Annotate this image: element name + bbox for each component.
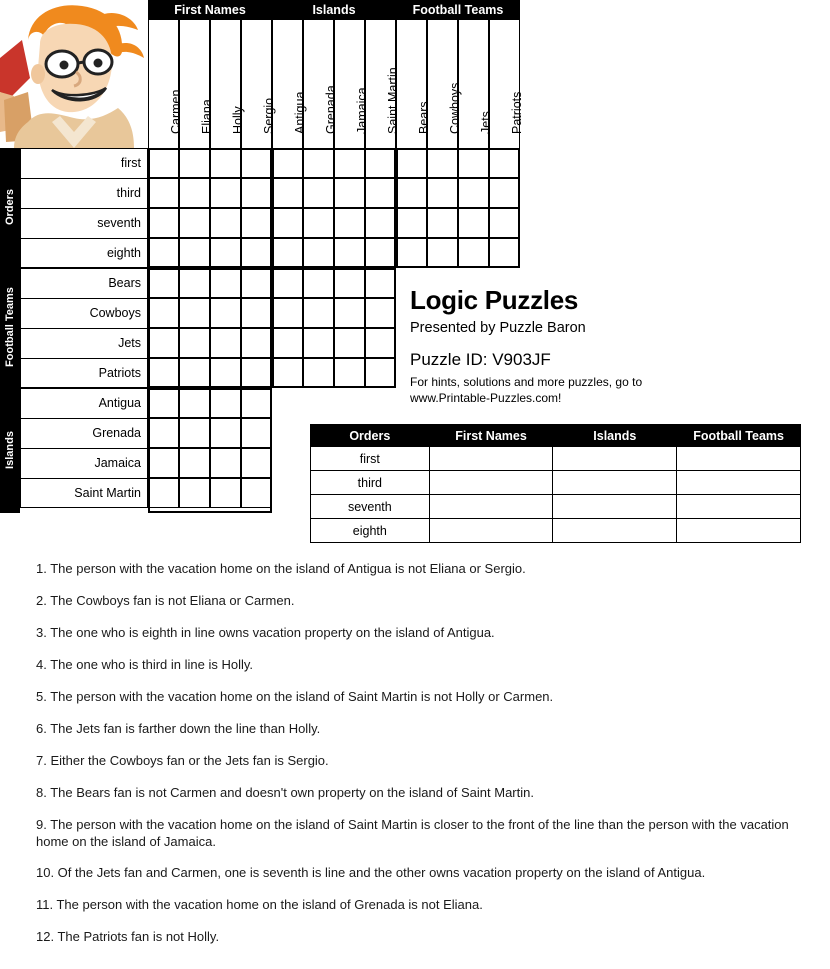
grid-cell-r0-c4[interactable] <box>272 148 303 178</box>
row-label-eighth <box>20 238 148 268</box>
grid-cell-r1-c7[interactable] <box>365 178 396 208</box>
column-label-antigua <box>272 20 307 148</box>
grid-cell-r5-c4[interactable] <box>272 298 303 328</box>
column-label-sergio <box>241 20 276 148</box>
row-label-text: seventh <box>97 216 141 230</box>
answer-firstname-input[interactable] <box>429 471 553 495</box>
column-label-saint-martin <box>365 20 400 148</box>
side-category-label: Islands <box>4 430 16 469</box>
row-label-jamaica <box>20 448 148 478</box>
column-label-jamaica <box>334 20 369 148</box>
column-label-patriots <box>489 20 524 148</box>
grid-cell-r3-c2[interactable] <box>210 238 241 268</box>
column-label-carmen <box>148 20 183 148</box>
column-label-text: Cowboys <box>448 82 462 134</box>
grid-cell-r5-c7[interactable] <box>365 298 396 328</box>
row-label-third <box>20 178 148 208</box>
mascot-icon <box>0 0 148 148</box>
grid-cell-r2-c9[interactable] <box>427 208 458 238</box>
grid-cell-r0-c3[interactable] <box>241 148 272 178</box>
grid-cell-r7-c2[interactable] <box>210 358 241 388</box>
column-label-text: Jets <box>479 111 493 134</box>
clue-item: 12. The Patriots fan is not Holly. <box>36 929 220 944</box>
hints-url: www.Printable-Puzzles.com! <box>410 391 562 405</box>
answer-header-football-teams: Football Teams <box>677 425 801 447</box>
grid-cell-r2-c1[interactable] <box>179 208 210 238</box>
answer-island-input[interactable] <box>553 519 677 543</box>
clue-item: 4. The one who is third in line is Holly. <box>36 657 254 672</box>
answer-order-eighth: eighth <box>311 519 430 543</box>
clue-item: 11. The person with the vacation home on the island of Grenada is not Eliana. <box>36 897 483 912</box>
grid-cell-r3-c3[interactable] <box>241 238 272 268</box>
grid-cell-r3-c5[interactable] <box>303 238 334 268</box>
grid-cell-r1-c11[interactable] <box>489 178 520 208</box>
title-block <box>410 285 810 406</box>
grid-cell-r6-c2[interactable] <box>210 328 241 358</box>
row-label-text: Grenada <box>92 426 141 440</box>
answer-island-input[interactable] <box>553 471 677 495</box>
grid-cell-r2-c3[interactable] <box>241 208 272 238</box>
row-label-text: eighth <box>106 246 141 260</box>
grid-cell-r0-c6[interactable] <box>334 148 365 178</box>
grid-cell-r10-c2[interactable] <box>210 448 241 478</box>
grid-cell-r2-c0[interactable] <box>148 208 179 238</box>
side-category-football-teams <box>0 268 20 388</box>
column-label-text: Patriots <box>510 91 524 134</box>
grid-cell-r8-c0[interactable] <box>148 388 179 418</box>
grid-cell-r5-c6[interactable] <box>334 298 365 328</box>
answer-firstname-input[interactable] <box>429 447 553 471</box>
grid-cell-r6-c7[interactable] <box>365 328 396 358</box>
column-label-text: Saint Martin <box>386 67 400 134</box>
grid-cell-r0-c0[interactable] <box>148 148 179 178</box>
answer-team-input[interactable] <box>677 471 801 495</box>
hints-text: For hints, solutions and more puzzles, go to <box>410 375 643 389</box>
grid-cell-r2-c2[interactable] <box>210 208 241 238</box>
mascot-illustration <box>0 0 148 148</box>
grid-cell-r9-c1[interactable] <box>179 418 210 448</box>
grid-cell-r4-c4[interactable] <box>272 268 303 298</box>
answer-team-input[interactable] <box>677 519 801 543</box>
side-category-label: Football Teams <box>4 287 16 367</box>
grid-cell-r4-c2[interactable] <box>210 268 241 298</box>
grid-cell-r7-c4[interactable] <box>272 358 303 388</box>
column-label-text: Bears <box>417 101 431 134</box>
grid-cell-r5-c0[interactable] <box>148 298 179 328</box>
grid-cell-r1-c8[interactable] <box>396 178 427 208</box>
grid-cell-r2-c6[interactable] <box>334 208 365 238</box>
grid-cell-r8-c3[interactable] <box>241 388 272 418</box>
grid-cell-r11-c0[interactable] <box>148 478 179 508</box>
grid-cell-r2-c11[interactable] <box>489 208 520 238</box>
grid-cell-r8-c2[interactable] <box>210 388 241 418</box>
grid-cell-r6-c6[interactable] <box>334 328 365 358</box>
grid-cell-r7-c1[interactable] <box>179 358 210 388</box>
grid-cell-r5-c2[interactable] <box>210 298 241 328</box>
column-label-text: Holly <box>231 106 245 134</box>
row-label-patriots <box>20 358 148 388</box>
grid-cell-r10-c3[interactable] <box>241 448 272 478</box>
column-label-text: Eliana <box>200 99 214 134</box>
answer-firstname-input[interactable] <box>429 495 553 519</box>
grid-cell-r7-c7[interactable] <box>365 358 396 388</box>
grid-cell-r6-c0[interactable] <box>148 328 179 358</box>
column-label-grenada <box>303 20 338 148</box>
grid-cell-r7-c5[interactable] <box>303 358 334 388</box>
grid-cell-r1-c1[interactable] <box>179 178 210 208</box>
answer-team-input[interactable] <box>677 447 801 471</box>
answer-order-first: first <box>311 447 430 471</box>
grid-cell-r7-c6[interactable] <box>334 358 365 388</box>
page-subtitle: Presented by Puzzle Baron <box>410 320 586 336</box>
answer-header-islands: Islands <box>553 425 677 447</box>
clue-item: 6. The Jets fan is farther down the line than Holly. <box>36 721 321 736</box>
clues-list <box>36 560 796 960</box>
grid-cell-r0-c8[interactable] <box>396 148 427 178</box>
column-label-holly <box>210 20 245 148</box>
grid-cell-r11-c1[interactable] <box>179 478 210 508</box>
grid-cell-r3-c1[interactable] <box>179 238 210 268</box>
grid-cell-r1-c2[interactable] <box>210 178 241 208</box>
row-label-text: Jamaica <box>94 456 141 470</box>
grid-cell-r5-c1[interactable] <box>179 298 210 328</box>
grid-cell-r3-c4[interactable] <box>272 238 303 268</box>
grid-cell-r1-c10[interactable] <box>458 178 489 208</box>
table-row <box>311 519 801 543</box>
top-category-label: Islands <box>312 3 356 17</box>
grid-cell-r6-c1[interactable] <box>179 328 210 358</box>
grid-cell-r1-c4[interactable] <box>272 178 303 208</box>
grid-cell-r11-c2[interactable] <box>210 478 241 508</box>
grid-cell-r10-c1[interactable] <box>179 448 210 478</box>
row-label-jets <box>20 328 148 358</box>
grid-cell-r7-c3[interactable] <box>241 358 272 388</box>
row-label-bears <box>20 268 148 298</box>
grid-cell-r3-c8[interactable] <box>396 238 427 268</box>
row-label-text: Patriots <box>98 366 141 380</box>
column-label-eliana <box>179 20 214 148</box>
row-label-text: first <box>120 156 141 170</box>
grid-cell-r7-c0[interactable] <box>148 358 179 388</box>
grid-cell-r5-c5[interactable] <box>303 298 334 328</box>
grid-cell-r4-c6[interactable] <box>334 268 365 298</box>
column-label-text: Sergio <box>262 97 276 134</box>
side-category-islands <box>0 388 20 513</box>
table-row <box>311 495 801 519</box>
grid-cell-r3-c0[interactable] <box>148 238 179 268</box>
answer-firstname-input[interactable] <box>429 519 553 543</box>
top-category-label: Football Teams <box>412 3 504 17</box>
grid-cell-r11-c3[interactable] <box>241 478 272 508</box>
clue-item: 3. The one who is eighth in line owns vacation property on the island of Antigua. <box>36 625 495 640</box>
grid-cell-r10-c0[interactable] <box>148 448 179 478</box>
grid-cell-r0-c9[interactable] <box>427 148 458 178</box>
grid-cell-r9-c3[interactable] <box>241 418 272 448</box>
clue-item: 5. The person with the vacation home on the island of Saint Martin is not Holly or Carmen. <box>36 689 554 704</box>
grid-cell-r6-c5[interactable] <box>303 328 334 358</box>
answer-order-third: third <box>311 471 430 495</box>
answer-order-seventh: seventh <box>311 495 430 519</box>
clue-item: 9. The person with the vacation home on the island of Saint Martin is closer to the front of the line than the person with the vacation home on the island of Jamaica. <box>36 817 789 849</box>
grid-cell-r4-c7[interactable] <box>365 268 396 298</box>
grid-cell-r3-c10[interactable] <box>458 238 489 268</box>
answer-team-input[interactable] <box>677 495 801 519</box>
clue-item: 8. The Bears fan is not Carmen and doesn't own property on the island of Saint Martin. <box>36 785 534 800</box>
column-label-text: Carmen <box>169 89 183 134</box>
column-label-cowboys <box>427 20 462 148</box>
table-row <box>311 447 801 471</box>
grid-cell-r4-c0[interactable] <box>148 268 179 298</box>
column-label-bears <box>396 20 431 148</box>
answer-table-header-row <box>311 425 801 447</box>
row-label-text: Antigua <box>98 396 141 410</box>
grid-cell-r4-c1[interactable] <box>179 268 210 298</box>
grid-cell-r1-c3[interactable] <box>241 178 272 208</box>
puzzle-id: Puzzle ID: V903JF <box>410 350 551 369</box>
grid-cell-r3-c6[interactable] <box>334 238 365 268</box>
answer-island-input[interactable] <box>553 495 677 519</box>
grid-cell-r0-c1[interactable] <box>179 148 210 178</box>
side-category-orders <box>0 148 20 268</box>
top-category-label: First Names <box>174 3 246 17</box>
row-label-seventh <box>20 208 148 238</box>
grid-cell-r0-c11[interactable] <box>489 148 520 178</box>
row-label-text: Cowboys <box>89 306 141 320</box>
column-label-jets <box>458 20 493 148</box>
grid-cell-r1-c9[interactable] <box>427 178 458 208</box>
grid-cell-r3-c7[interactable] <box>365 238 396 268</box>
grid-cell-r1-c6[interactable] <box>334 178 365 208</box>
grid-cell-r2-c8[interactable] <box>396 208 427 238</box>
row-label-cowboys <box>20 298 148 328</box>
row-label-text: Bears <box>108 276 141 290</box>
grid-cell-r0-c2[interactable] <box>210 148 241 178</box>
grid-cell-r2-c7[interactable] <box>365 208 396 238</box>
grid-cell-r0-c10[interactable] <box>458 148 489 178</box>
clue-item: 2. The Cowboys fan is not Eliana or Carmen. <box>36 593 295 608</box>
grid-cell-r2-c10[interactable] <box>458 208 489 238</box>
grid-cell-r9-c0[interactable] <box>148 418 179 448</box>
row-label-antigua <box>20 388 148 418</box>
page-title: Logic Puzzles <box>410 285 579 315</box>
grid-cell-r2-c5[interactable] <box>303 208 334 238</box>
grid-cell-r4-c5[interactable] <box>303 268 334 298</box>
grid-cell-r8-c1[interactable] <box>179 388 210 418</box>
answer-island-input[interactable] <box>553 447 677 471</box>
grid-cell-r4-c3[interactable] <box>241 268 272 298</box>
grid-cell-r5-c3[interactable] <box>241 298 272 328</box>
answer-header-orders: Orders <box>311 425 430 447</box>
clue-item: 7. Either the Cowboys fan or the Jets fan is Sergio. <box>36 753 329 768</box>
row-label-first <box>20 148 148 178</box>
grid-cell-r1-c0[interactable] <box>148 178 179 208</box>
clue-item: 10. Of the Jets fan and Carmen, one is seventh is line and the other owns vacation property on the island of Antigua. <box>36 865 706 880</box>
grid-cell-r1-c5[interactable] <box>303 178 334 208</box>
grid-cell-r3-c9[interactable] <box>427 238 458 268</box>
row-label-text: Saint Martin <box>74 486 141 500</box>
row-label-text: Jets <box>118 336 141 350</box>
grid-cell-r2-c4[interactable] <box>272 208 303 238</box>
answer-header-first-names: First Names <box>429 425 553 447</box>
column-label-text: Grenada <box>324 85 338 134</box>
table-row <box>311 471 801 495</box>
grid-cell-r9-c2[interactable] <box>210 418 241 448</box>
grid-cell-r0-c5[interactable] <box>303 148 334 178</box>
column-label-text: Antigua <box>293 91 307 134</box>
row-label-grenada <box>20 418 148 448</box>
grid-cell-r3-c11[interactable] <box>489 238 520 268</box>
grid-cell-r6-c4[interactable] <box>272 328 303 358</box>
row-label-text: third <box>116 186 141 200</box>
grid-cell-r0-c7[interactable] <box>365 148 396 178</box>
side-category-label: Orders <box>4 188 16 226</box>
row-label-saint-martin <box>20 478 148 508</box>
clue-item: 1. The person with the vacation home on the island of Antigua is not Eliana or Sergio. <box>36 561 526 576</box>
column-label-text: Jamaica <box>355 87 369 134</box>
grid-cell-r6-c3[interactable] <box>241 328 272 358</box>
answer-table <box>310 424 801 543</box>
